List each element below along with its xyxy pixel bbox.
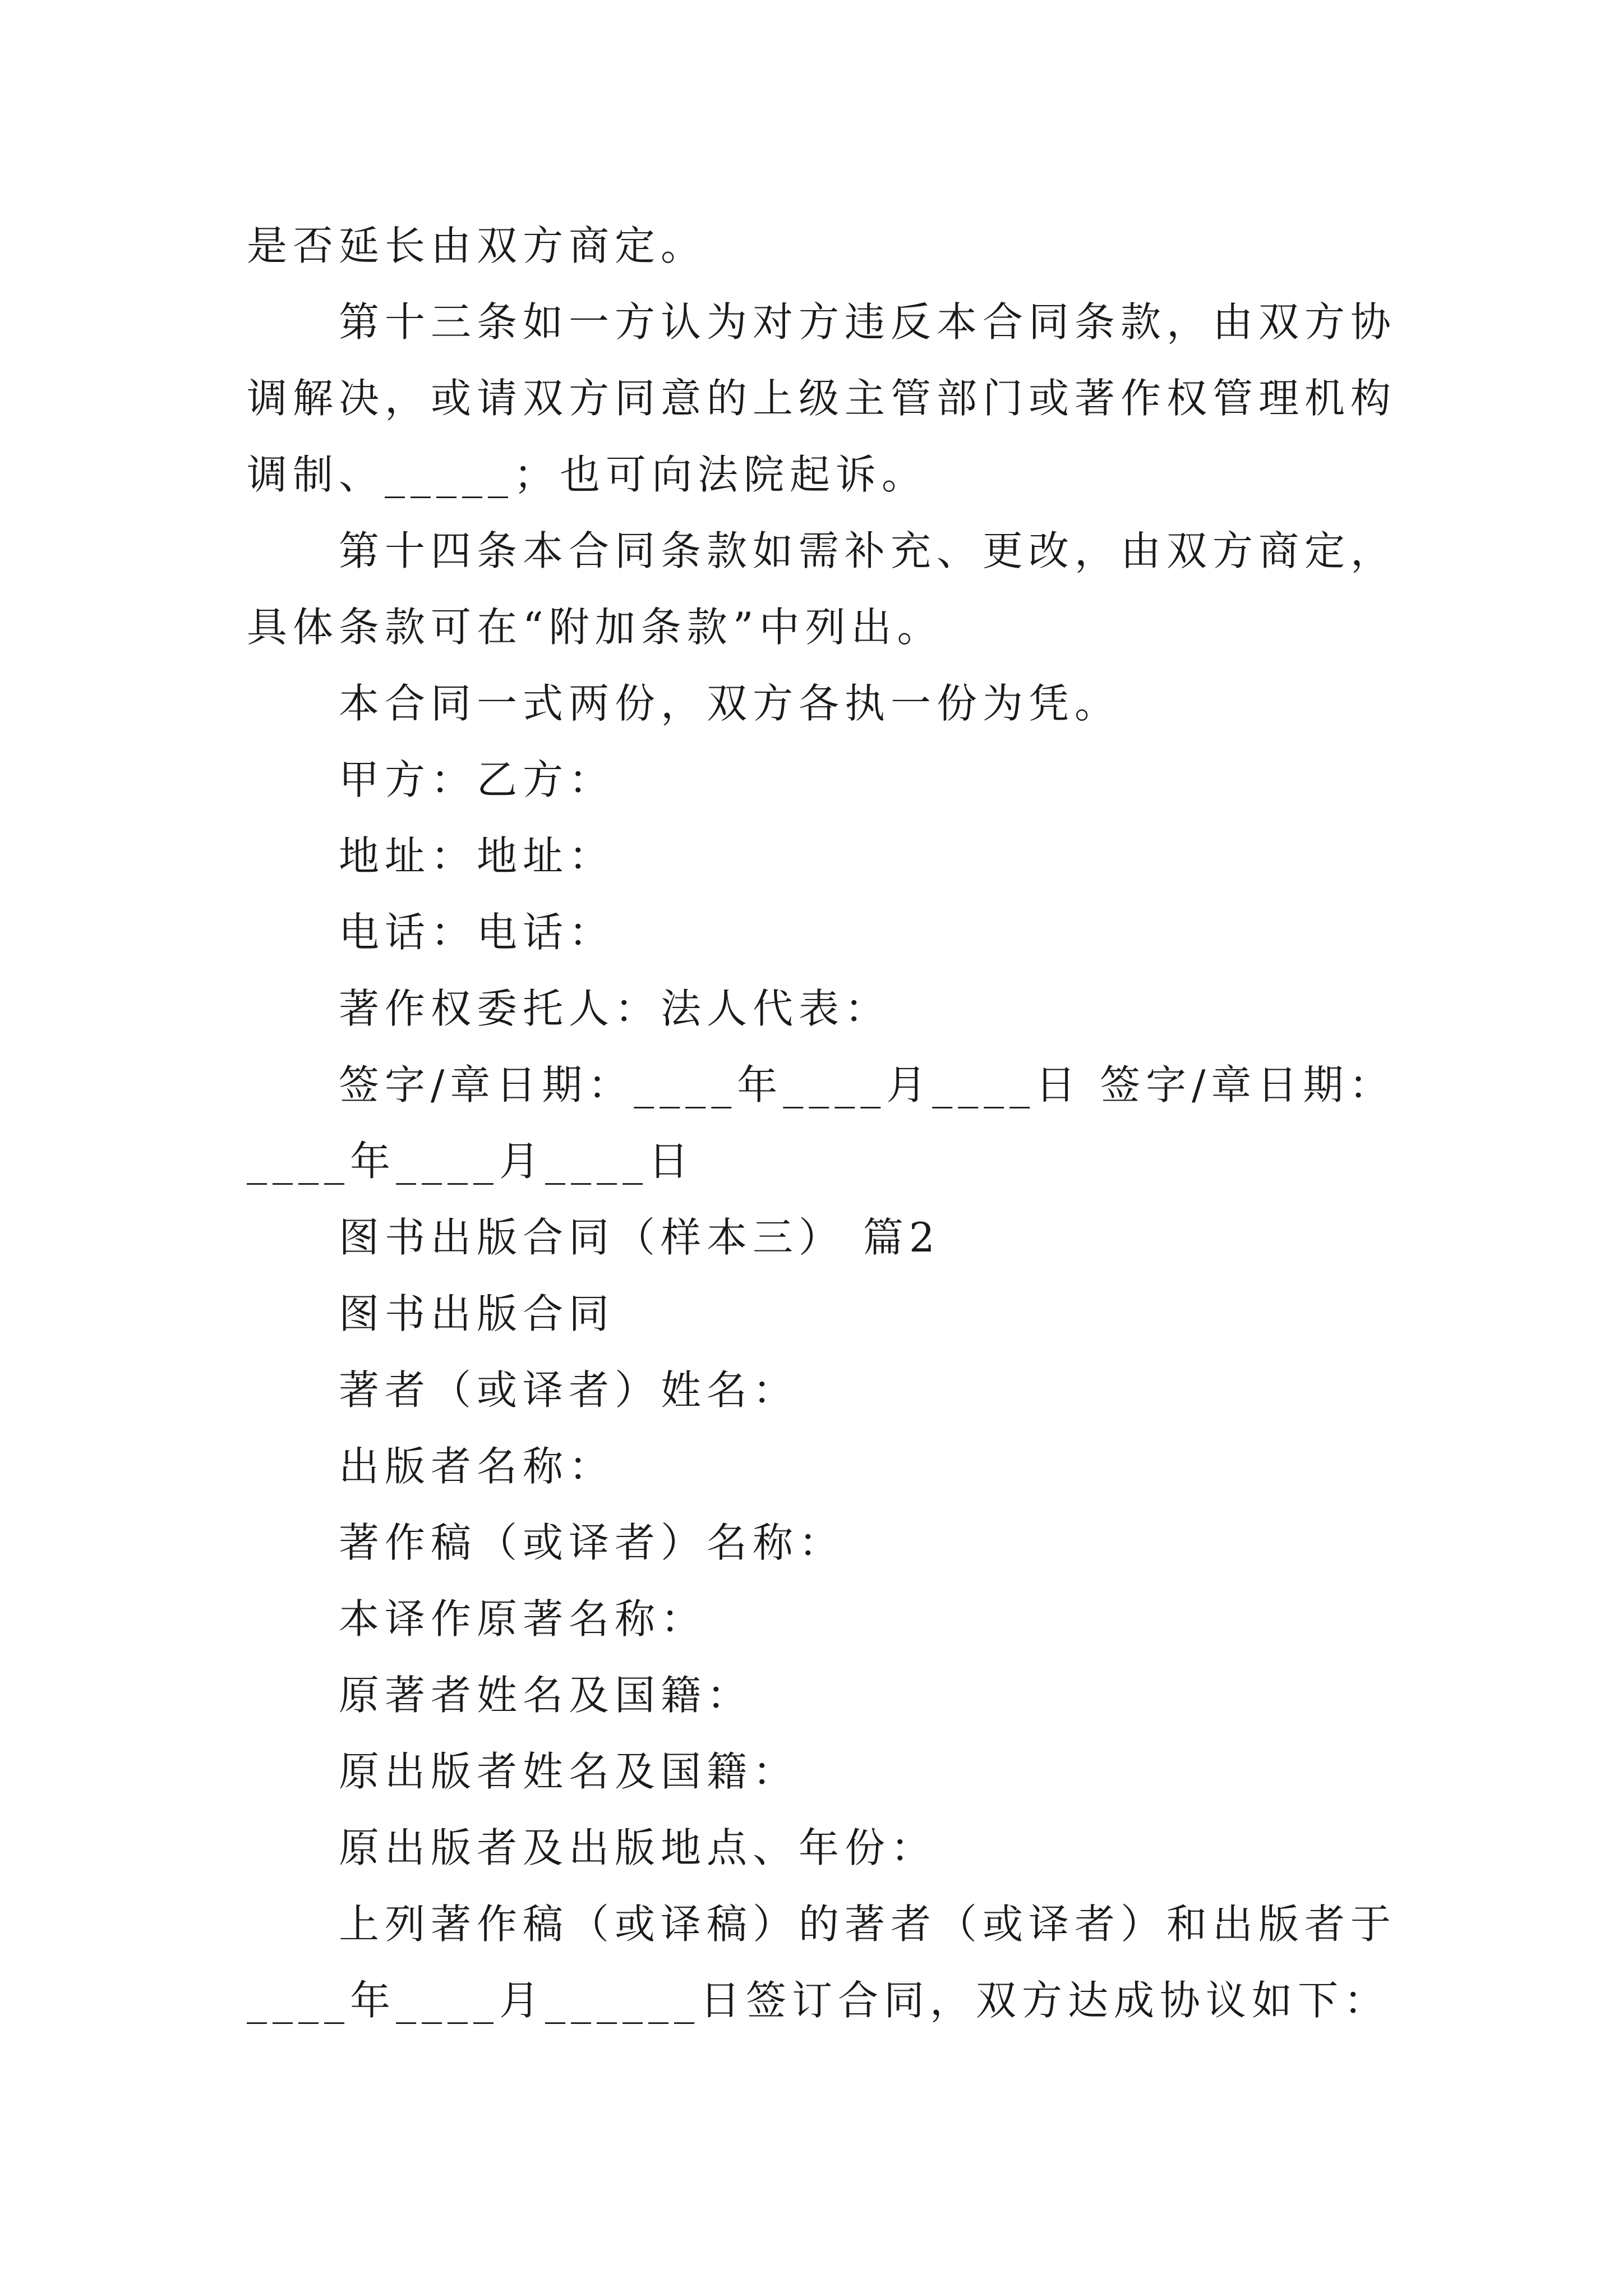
address-line: 地址：地址： [339,832,615,880]
field-original-publication: 原出版者及出版地点、年份： [339,1824,937,1871]
representative-line: 著作权委托人：法人代表： [339,985,891,1032]
section-heading: 图书出版合同（样本三） 篇2 [339,1214,940,1261]
field-manuscript-name: 著作稿（或译者）名称： [339,1519,845,1566]
contract-title: 图书出版合同 [339,1290,615,1337]
paragraph-1: 是否延长由双方商定。 [247,222,707,269]
paragraph-copies: 本合同一式两份，双方各执一份为凭。 [339,680,1121,727]
field-author-name: 著者（或译者）姓名： [339,1366,799,1414]
signature-date-line: 签字/章日期：____年____月____日 签字/章日期：____年____月____日 [247,1061,1395,1185]
paragraph-agreement: 上列著作稿（或译稿）的著者（或译者）和出版者于____年____月______日签订合同，双方达成协议如下： [247,1901,1397,2024]
party-line: 甲方：乙方： [339,756,615,803]
field-publisher-name: 出版者名称： [339,1443,615,1490]
document-body [247,208,1396,2039]
field-original-title: 本译作原著名称： [339,1595,707,1642]
paragraph-article-14: 第十四条本合同条款如需补充、更改，由双方商定，具体条款可在“附加条款”中列出。 [247,527,1397,651]
paragraph-article-13: 第十三条如一方认为对方违反本合同条款，由双方协调解决，或请双方同意的上级主管部门或著作权管理机构调制、_____；也可向法院起诉。 [247,298,1397,498]
field-original-author: 原著者姓名及国籍： [339,1672,753,1719]
phone-line: 电话：电话： [339,909,615,956]
field-original-publisher: 原出版者姓名及国籍： [339,1748,799,1795]
